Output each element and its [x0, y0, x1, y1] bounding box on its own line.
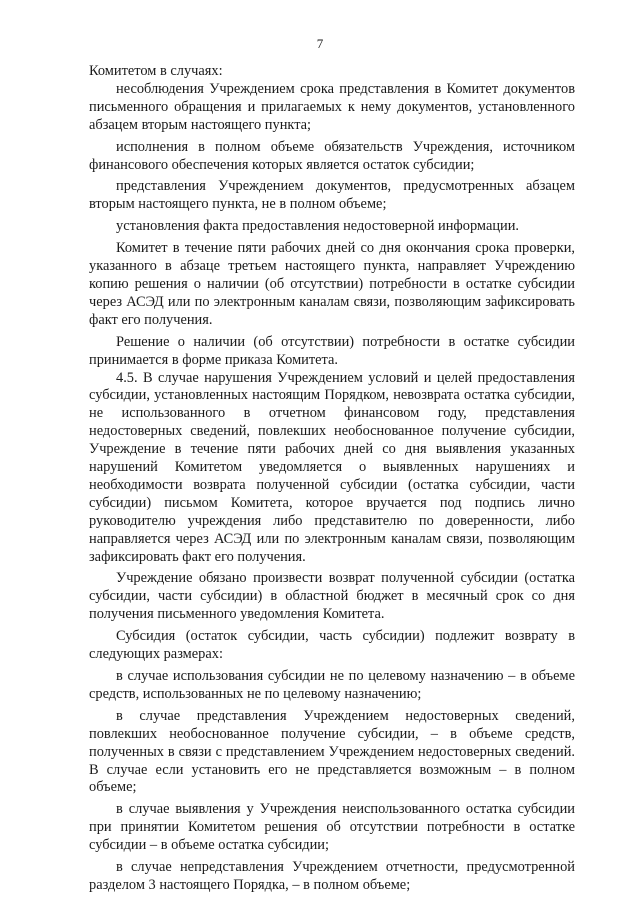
- paragraph-section-4-5: 4.5. В случае нарушения Учреждением условий и целей предоставления субсидии, установленных настоящим Порядком, невозврата остатка субсидии, не использованного в отчетном финансовом году, представления недостоверных сведений, повлекших необоснованное получение субсидии, Учреждение в течение пяти рабочих дней со дня выявления указанных нарушений Комитетом уведомляется о выявленных нарушениях и необходимости возврата полученной субсидии (остатка субсидии, части субсидии) письмом Комитета, которое вручается под подпись лично руководителю учреждения либо представителю по доверенности, либо направляется через АСЭД или по электронным каналам связи, позволяющим зафиксировать факт его получения.: [89, 369, 575, 565]
- paragraph-item: в случае выявления у Учреждения неиспользованного остатка субсидии при принятии Комитетом решения об отсутствии потребности в остатке субсидии – в объеме остатка субсидии;: [89, 801, 575, 854]
- paragraph-refund-amounts: Субсидия (остаток субсидии, часть субсидии) подлежит возврату в следующих размерах:: [89, 628, 575, 663]
- paragraph-item: несоблюдения Учреждением срока представления в Комитет документов письменного обращения и прилагаемых к нему документов, установленного абзацем вторым настоящего пункта;: [89, 80, 575, 133]
- paragraph-item: установления факта предоставления недостоверной информации.: [116, 218, 520, 235]
- paragraph-item: в случае представления Учреждением недостоверных сведений, повлекших необоснованное получение субсидии, – в объеме средств, полученных в связи с представлением Учреждением недостоверных сведений. В случае если установить его не представляется возможным – в полном объеме;: [89, 707, 575, 796]
- paragraph-decision-form: Решение о наличии (об отсутствии) потребности в остатке субсидии принимается в форме приказа Комитета.: [89, 333, 575, 368]
- paragraph-item: представления Учреждением документов, предусмотренных абзацем вторым настоящего пункта, не в полном объеме;: [89, 178, 575, 213]
- paragraph-decision-notice: Комитет в течение пяти рабочих дней со дня окончания срока проверки, указанного в абзаце третьем настоящего пункта, направляет Учреждению копию решения о наличии (об отсутствии) потребности в остатке субсидии через АСЭД или по электронным каналам связи, позволяющим зафиксировать факт его получения.: [89, 240, 575, 328]
- page-number: 7: [316, 36, 324, 51]
- paragraph-refund-obligation: Учреждение обязано произвести возврат полученной субсидии (остатка субсидии, части субсидии) в областной бюджет в месячный срок со дня получения письменного уведомления Комитета.: [89, 570, 575, 623]
- paragraph-item: в случае непредставления Учреждением отчетности, предусмотренной разделом 3 настоящего Порядка, – в полном объеме;: [89, 859, 575, 893]
- paragraph-item: исполнения в полном объеме обязательств Учреждения, источником финансового обеспечения которых является остаток субсидии;: [89, 138, 575, 173]
- paragraph-item: в случае использования субсидии не по целевому назначению – в объеме средств, использованных не по целевому назначению;: [89, 668, 575, 702]
- document-body: [89, 63, 575, 895]
- paragraph-intro: Комитетом в случаях:: [89, 63, 223, 79]
